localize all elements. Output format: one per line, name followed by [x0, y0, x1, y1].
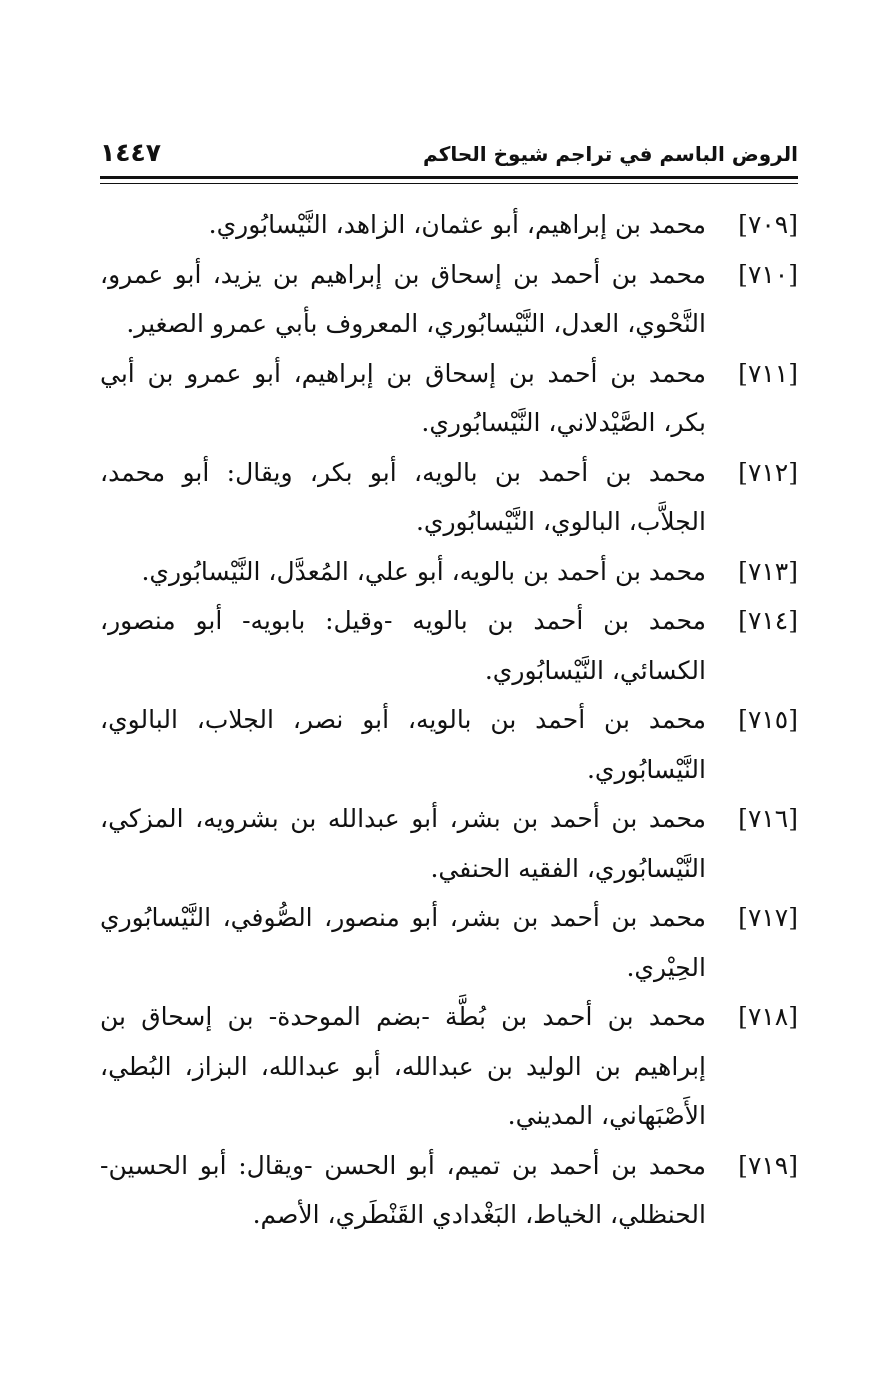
entry-number: [٧١٩]: [738, 1150, 798, 1180]
entry-number: [٧٠٩]: [738, 210, 798, 239]
entry-714: [100, 596, 798, 695]
entry-711: [100, 349, 798, 448]
entry-text: محمد بن أحمد بن تميم، أبو الحسن -ويقال: أبو الحسين- الحنظلي، الخياط، البَغْدادي القَنْطَري، الأصم.: [100, 1150, 706, 1229]
header-rule-thick: [100, 176, 798, 179]
entry-709: [100, 200, 798, 250]
entry-text: محمد بن أحمد بن بالويه، أبو نصر، الجلاب، البالوي، النَّيْسابُوري.: [100, 705, 706, 784]
entry-number: [٧١٣]: [738, 556, 798, 586]
entry-number: [٧١١]: [738, 358, 798, 388]
entry-text: محمد بن أحمد بن إسحاق بن إبراهيم، أبو عمرو بن أبي بكر، الصَّيْدلاني، النَّيْسابُوري.: [100, 358, 706, 437]
entry-number: [٧١٥]: [738, 705, 798, 734]
entry-716: [100, 794, 798, 893]
entry-713: [100, 547, 798, 597]
entry-text: محمد بن إبراهيم، أبو عثمان، الزاهد، النَّيْسابُوري.: [208, 210, 706, 239]
entry-text: محمد بن أحمد بن بالويه، أبو بكر، ويقال: أبو محمد، الجلاَّب، البالوي، النَّيْسابُوري.: [100, 457, 706, 536]
entry-number: [٧١٠]: [738, 259, 798, 289]
entry-text: محمد بن أحمد بن بشر، أبو منصور، الصُّوفي، النَّيْسابُوري الحِيْري.: [100, 903, 706, 982]
running-title: الروض الباسم في تراجم شيوخ الحاكم: [423, 142, 798, 166]
entry-text: محمد بن أحمد بن بشر، أبو عبدالله بن بشرويه، المزكي، النَّيْسابُوري، الفقيه الحنفي.: [100, 804, 706, 883]
entry-text: محمد بن أحمد بن بُطَّة -بضم الموحدة- بن إسحاق بن إبراهيم بن الوليد بن عبدالله، أبو عبدالله، البزاز، البُطي، الأَصْبَهاني، المديني.: [100, 1002, 706, 1130]
entry-710: [100, 250, 798, 349]
entry-number: [٧١٨]: [738, 1002, 798, 1031]
entry-718: [100, 992, 798, 1141]
entry-text: محمد بن أحمد بن بالويه، أبو علي، المُعدَّل، النَّيْسابُوري.: [141, 556, 706, 586]
entry-text: محمد بن أحمد بن إسحاق بن إبراهيم بن يزيد، أبو عمرو، النَّحْوي، العدل، النَّيْسابُوري، المعروف بأبي عمرو الصغير.: [100, 259, 706, 338]
entry-719: [100, 1141, 798, 1240]
entry-number: [٧١٤]: [738, 606, 798, 635]
entry-number: [٧١٦]: [738, 804, 798, 833]
page-number: ١٤٤٧: [100, 138, 162, 167]
entry-number: [٧١٧]: [738, 903, 798, 932]
entry-715: [100, 695, 798, 794]
page-header: [100, 138, 798, 174]
entry-text: محمد بن أحمد بن بالويه -وقيل: بابويه- أبو منصور، الكسائي، النَّيْسابُوري.: [100, 606, 706, 685]
entry-712: [100, 448, 798, 547]
entry-717: [100, 893, 798, 992]
header-rule-thin: [100, 183, 798, 184]
entry-number: [٧١٢]: [738, 457, 798, 487]
entries-list: [100, 200, 798, 1240]
